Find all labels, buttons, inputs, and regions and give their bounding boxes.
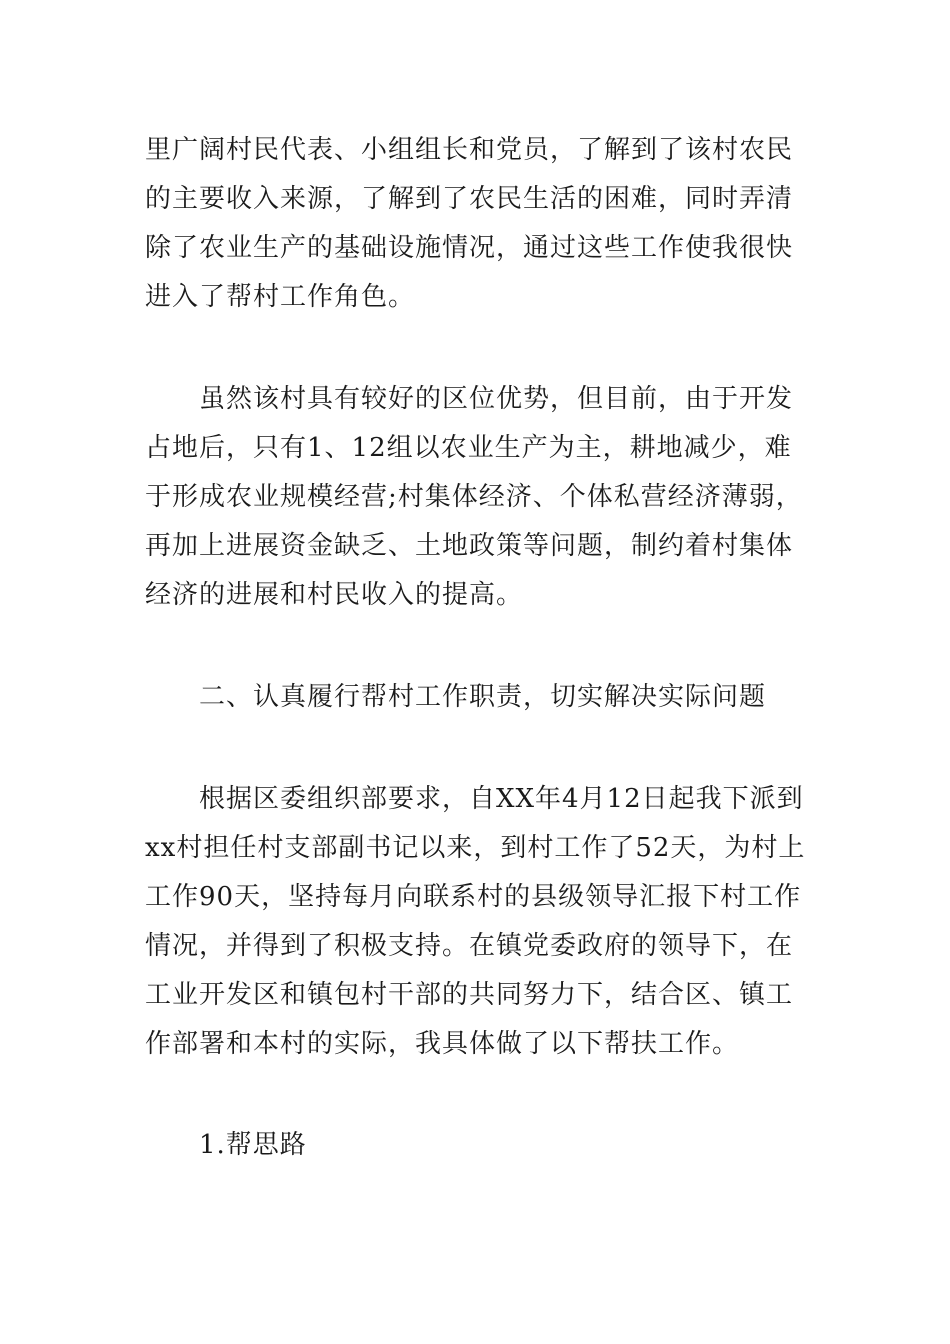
- section-heading: 二、认真履行帮村工作职责，切实解决实际问题: [199, 682, 767, 712]
- paragraph-continuation: 里广阔村民代表、小组组长和党员，了解到了该村农民的主要收入来源，了解到了农民生活的困难，同时弄清除了农业生产的基础设施情况，通过这些工作使我很快进入了帮村工作角色。: [145, 135, 794, 312]
- paragraph-work-summary: 根据区委组织部要求，自XX年4月12日起我下派到xx村担任村支部副书记以来，到村工作了52天，为村上工作90天，坚持每月向联系村的县级领导汇报下村工作情况，并得到了积极支持。在镇党委政府的领导下，在工业开发区和镇包村干部的共同努力下，结合区、镇工作部署和本村的实际，我具体做了以下帮扶工作。: [145, 784, 806, 1059]
- subsection-heading: 1.帮思路: [199, 1130, 307, 1160]
- paragraph-location-advantage: 虽然该村具有较好的区位优势，但目前，由于开发占地后，只有1、12组以农业生产为主，耕地减少，难于形成农业规模经营;村集体经济、个体私营经济薄弱，再加上进展资金缺乏、土地政策等问题，制约着村集体经济的进展和村民收入的提高。: [145, 384, 803, 610]
